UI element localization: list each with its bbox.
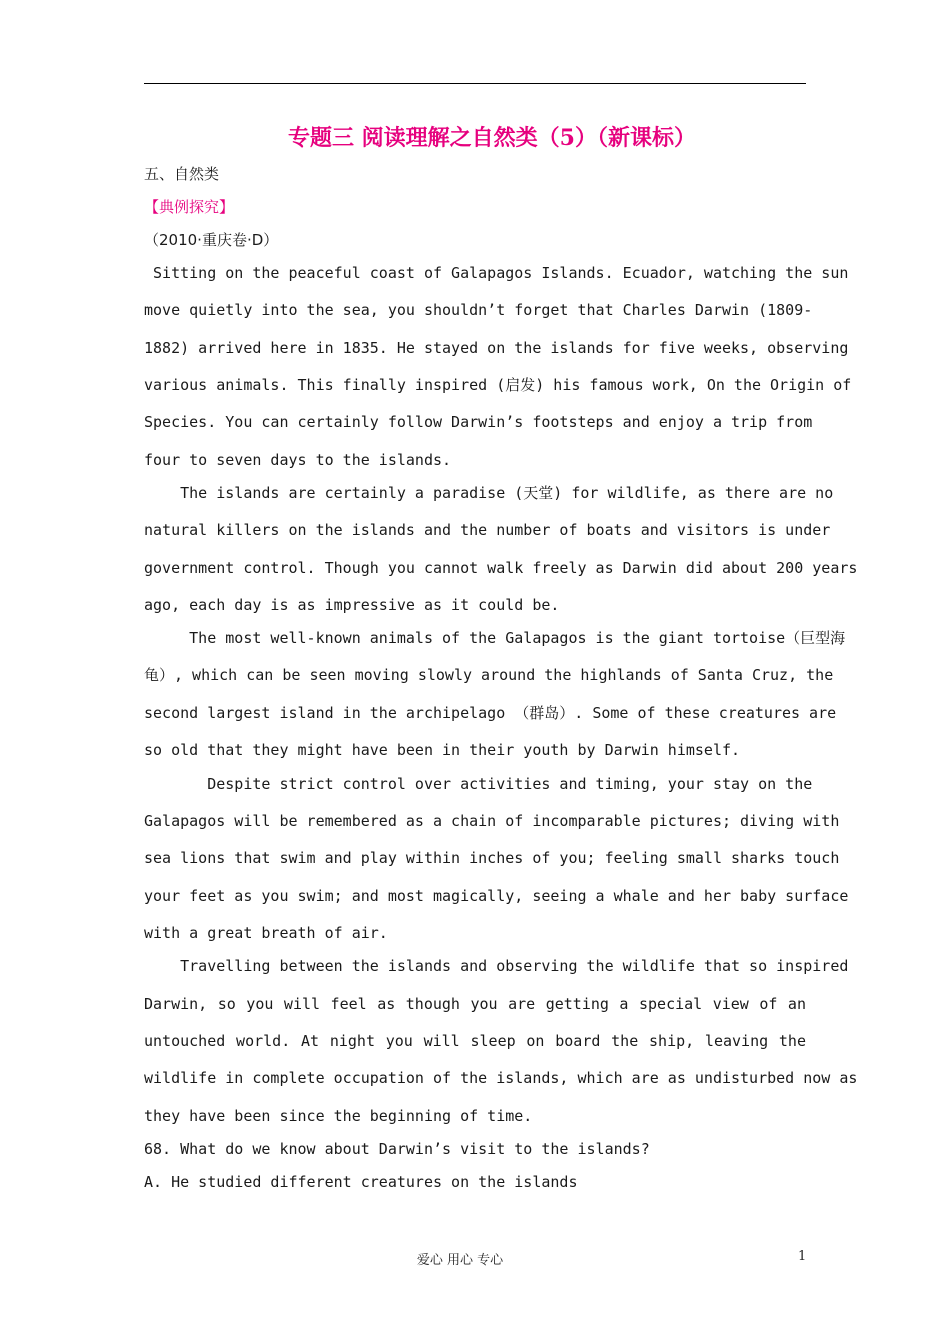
- passage-line: Species. You can certainly follow Darwin’s footsteps and enjoy a trip from: [144, 413, 813, 431]
- passage-line: The most well-known animals of the Galapagos is the giant tortoise（巨型海: [144, 629, 846, 647]
- passage-line: 龟）, which can be seen moving slowly around the highlands of Santa Cruz, the: [144, 666, 834, 684]
- passage-line: with a great breath of air.: [144, 924, 388, 942]
- passage-line: four to seven days to the islands.: [144, 451, 452, 469]
- source-label: （2010·重庆卷·D）: [144, 231, 279, 249]
- passage-line: government control. Though you cannot walk freely as Darwin did about 200 years: [144, 559, 858, 577]
- page-title: 专题三 阅读理解之自然类（5）（新课标）: [288, 125, 696, 151]
- passage-line: natural killers on the islands and the number of boats and visitors is under: [144, 521, 831, 539]
- passage-line: various animals. This finally inspired (启发) his famous work, On the Origin of: [144, 376, 852, 394]
- option-a: A. He studied different creatures on the islands: [144, 1173, 578, 1191]
- question-68: 68. What do we know about Darwin’s visit to the islands?: [144, 1140, 650, 1158]
- passage-line: Darwin, so you will feel as though you are getting a special view of an: [144, 995, 806, 1013]
- passage-line: so old that they might have been in their youth by Darwin himself.: [144, 741, 741, 759]
- passage-line: Galapagos will be remembered as a chain of incomparable pictures; diving with: [144, 812, 840, 830]
- passage-line: ago, each day is as impressive as it could be.: [144, 596, 560, 614]
- passage-line: Despite strict control over activities and timing, your stay on the: [144, 775, 813, 793]
- passage-line: Sitting on the peaceful coast of Galapagos Islands. Ecuador, watching the sun: [144, 264, 849, 282]
- example-tag: 【典例探究】: [144, 198, 235, 216]
- passage-line: they have been since the beginning of time.: [144, 1107, 533, 1125]
- header-rule: [144, 83, 806, 84]
- passage-line: untouched world. At night you will sleep on board the ship, leaving the: [144, 1032, 806, 1050]
- footer-text: 爱心 用心 专心: [416, 1253, 504, 1268]
- passage-line: Travelling between the islands and observing the wildlife that so inspired: [144, 957, 849, 975]
- section-heading: 五、自然类: [144, 165, 220, 183]
- passage-line: second largest island in the archipelago （群岛）. Some of these creatures are: [144, 704, 837, 722]
- passage-line: 1882) arrived here in 1835. He stayed on the islands for five weeks, observing: [144, 339, 849, 357]
- passage-line: The islands are certainly a paradise (天堂) for wildlife, as there are no: [144, 484, 834, 502]
- passage-line: your feet as you swim; and most magically, seeing a whale and her baby surface: [144, 887, 849, 905]
- passage-line: wildlife in complete occupation of the islands, which are as undisturbed now as: [144, 1069, 858, 1087]
- page-number: 1: [798, 1249, 807, 1264]
- passage-line: sea lions that swim and play within inches of you; feeling small sharks touch: [144, 849, 840, 867]
- passage-line: move quietly into the sea, you shouldn’t forget that Charles Darwin (1809-: [144, 301, 813, 319]
